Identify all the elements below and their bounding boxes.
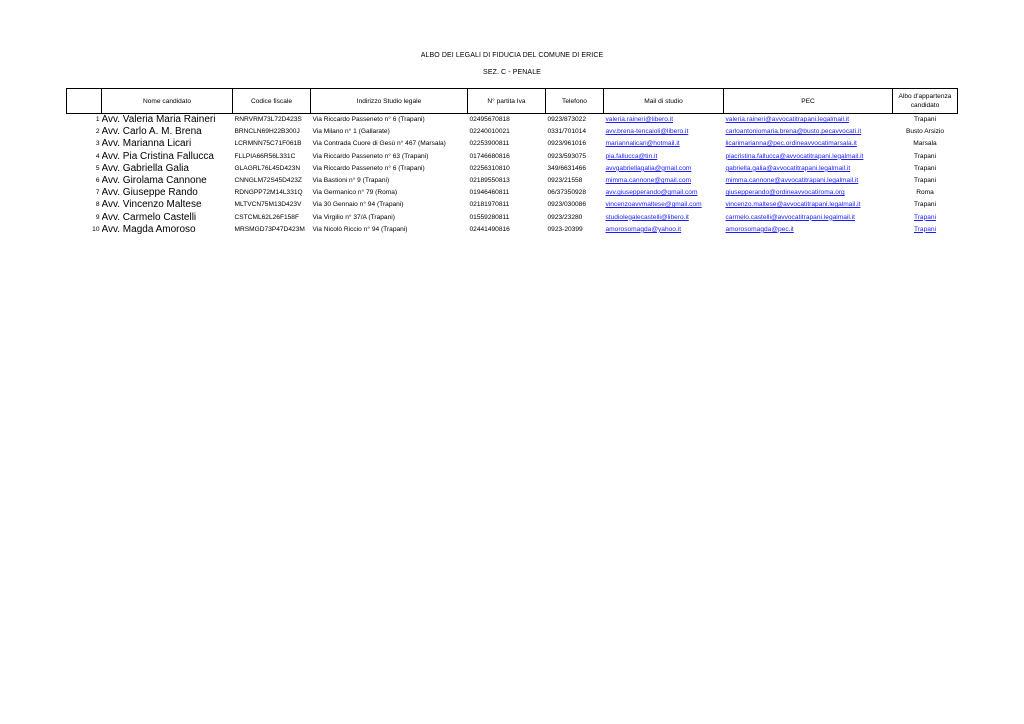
lawyers-table xyxy=(66,88,958,236)
pec-link[interactable]: carloantoniomaria.brena@busto.pecavvocati.it xyxy=(725,128,862,136)
table-row xyxy=(67,187,958,199)
albo-cell[interactable]: Trapani xyxy=(913,225,937,233)
table-row xyxy=(67,163,958,175)
row-number: 1 xyxy=(95,116,100,124)
albo-cell: Trapani xyxy=(913,177,937,185)
codice-fiscale-cell: CNNGLM72S45D423Z xyxy=(234,177,302,185)
candidate-name: Avv. Marianna Licari xyxy=(101,138,192,150)
row-number: 4 xyxy=(95,152,100,160)
partita-iva-cell: 02189550813 xyxy=(469,177,510,185)
row-number: 2 xyxy=(95,128,100,136)
mail-link[interactable]: valeria.raineri@libero.it xyxy=(605,116,674,124)
address-cell: Via Germanico n° 79 (Roma) xyxy=(312,189,398,197)
document-subtitle: SEZ. C - PENALE xyxy=(483,69,541,76)
codice-fiscale-cell: LCRMNN75C71F061B xyxy=(234,140,302,148)
mail-link[interactable]: studiolegalecastelli@libero.it xyxy=(605,213,689,221)
codice-fiscale-cell: FLLPIA66R56L331C xyxy=(234,152,296,160)
mail-link[interactable]: mimma.cannone@gmail.com xyxy=(605,177,691,185)
address-cell: Via Bastioni n° 9 (Trapani) xyxy=(312,177,390,185)
candidate-name: Avv. Pia Cristina Fallucca xyxy=(101,150,214,162)
header-partita-iva: N° partita Iva xyxy=(468,89,546,114)
partita-iva-cell: 01559280811 xyxy=(469,213,510,221)
codice-fiscale-cell: MLTVCN75M13D423V xyxy=(234,201,302,209)
candidate-name: Avv. Carmelo Castelli xyxy=(101,211,197,223)
mail-link[interactable]: mariannalicari@hotmail.it xyxy=(605,140,680,148)
candidate-name: Avv. Carlo A. M. Brena xyxy=(101,126,202,138)
mail-link[interactable]: avvgabriellagalia@gmail.com xyxy=(605,164,692,172)
address-cell: Via Riccardo Passeneto n° 63 (Trapani) xyxy=(312,152,429,160)
codice-fiscale-cell: RDNGPP72M14L331Q xyxy=(234,189,303,197)
table-row xyxy=(67,114,958,127)
albo-cell: Trapani xyxy=(913,116,937,124)
albo-cell: Trapani xyxy=(913,152,937,160)
phone-cell: 0923/030086 xyxy=(547,201,587,209)
albo-cell: Roma xyxy=(916,189,934,197)
row-number: 10 xyxy=(92,225,100,233)
header-indirizzo: Indirizzo Studio legale xyxy=(311,89,468,114)
address-cell: Via Nicolò Riccio n° 94 (Trapani) xyxy=(312,225,408,233)
partita-iva-cell: 02181970811 xyxy=(469,201,510,209)
pec-link[interactable]: giusepperando@ordineavvocatiroma.org xyxy=(725,189,845,197)
table-row xyxy=(67,126,958,138)
address-cell: Via Riccardo Passeneto n° 6 (Trapani) xyxy=(312,164,425,172)
pec-link[interactable]: vincenzo.maltese@avvocatitrapani.legalmail.it xyxy=(725,201,861,209)
candidate-name: Avv. Vincenzo Maltese xyxy=(101,199,202,211)
phone-cell: 0923-20399 xyxy=(547,225,583,233)
phone-cell: 0331/701014 xyxy=(547,128,587,136)
address-cell: Via Milano n° 1 (Gallarate) xyxy=(312,128,390,136)
phone-cell: 06/37350928 xyxy=(547,189,587,197)
pec-link[interactable]: valeria.raineri@avvocatitrapani.legalmail.it xyxy=(725,116,850,124)
albo-cell: Busto Arsizio xyxy=(905,128,945,136)
phone-cell: 0923/961016 xyxy=(547,140,587,148)
phone-cell: 349/6631466 xyxy=(547,164,587,172)
table-row xyxy=(67,151,958,163)
mail-link[interactable]: amorosomagda@yahoo.it xyxy=(605,225,682,233)
codice-fiscale-cell: CSTCML62L26F158F xyxy=(234,213,300,221)
phone-cell: 0923/23280 xyxy=(547,213,583,221)
pec-link[interactable]: piacristina.fallucca@avvocatitrapani.legalmail.it xyxy=(725,152,864,160)
document-title: ALBO DEI LEGALI DI FIDUCIA DEL COMUNE DI ERICE xyxy=(420,52,604,59)
row-number: 9 xyxy=(95,213,100,221)
codice-fiscale-cell: GLAGRL76L45D423N xyxy=(234,164,301,172)
partita-iva-cell: 02253900811 xyxy=(469,140,510,148)
table-row xyxy=(67,138,958,150)
candidate-name: Avv. Valeria Maria Raineri xyxy=(101,114,216,126)
header-codice-fiscale: Codice fiscale xyxy=(233,89,311,114)
header-albo: Albo d'appartenza candidato xyxy=(893,89,958,114)
header-index xyxy=(67,89,102,114)
mail-link[interactable]: pia.fallucca@tin.it xyxy=(605,152,658,160)
row-number: 3 xyxy=(95,140,100,148)
row-number: 7 xyxy=(95,189,100,197)
phone-cell: 0923/593075 xyxy=(547,152,587,160)
table-row xyxy=(67,212,958,224)
pec-link[interactable]: gabriella.galia@avvocatitrapani.legalmail.it xyxy=(725,164,851,172)
mail-link[interactable]: avv.brena-tencaioli@libero.it xyxy=(605,128,689,136)
codice-fiscale-cell: BRNCLN69H22B300J xyxy=(234,128,300,136)
albo-cell: Trapani xyxy=(913,201,937,209)
phone-cell: 0923/21558 xyxy=(547,177,583,185)
header-nome-candidato: Nome candidato xyxy=(102,89,233,114)
pec-link[interactable]: amorosomagda@pec.it xyxy=(725,225,794,233)
candidate-name: Avv. Giuseppe Rando xyxy=(101,187,198,199)
phone-cell: 0923/873022 xyxy=(547,116,587,124)
partita-iva-cell: 02495670818 xyxy=(469,116,510,124)
albo-cell: Marsala xyxy=(913,140,937,148)
address-cell: Via Virgilio n° 37/A (Trapani) xyxy=(312,213,395,221)
mail-link[interactable]: avv.giusepperando@gmail.com xyxy=(605,189,698,197)
table-row xyxy=(67,199,958,211)
candidate-name: Avv. Magda Amoroso xyxy=(101,223,196,235)
header-pec: PEC xyxy=(724,89,893,114)
mail-link[interactable]: vincenzoavvmaltese@gmail.com xyxy=(605,201,702,209)
albo-cell: Trapani xyxy=(913,164,937,172)
table-row xyxy=(67,224,958,236)
partita-iva-cell: 01946460811 xyxy=(469,189,510,197)
address-cell: Via Riccardo Passeneto n° 6 (Trapani) xyxy=(312,116,425,124)
table-row xyxy=(67,175,958,187)
partita-iva-cell: 02256310810 xyxy=(469,164,510,172)
partita-iva-cell: 02240010021 xyxy=(469,128,510,136)
candidate-name: Avv. Gabriella Galia xyxy=(101,162,189,174)
address-cell: Via 30 Gennaio n° 94 (Trapani) xyxy=(312,201,404,209)
partita-iva-cell: 01746680816 xyxy=(469,152,510,160)
table-header-row xyxy=(67,89,958,114)
header-telefono: Telefono xyxy=(546,89,604,114)
candidate-name: Avv. Girolama Cannone xyxy=(101,175,207,187)
codice-fiscale-cell: MRSMGD73P47D423M xyxy=(234,225,305,233)
header-mail: Mail di studio xyxy=(604,89,724,114)
address-cell: Via Contrada Cuore di Gesù n° 467 (Marsala) xyxy=(312,140,446,148)
partita-iva-cell: 02441490816 xyxy=(469,225,510,233)
row-number: 5 xyxy=(95,164,100,172)
row-number: 8 xyxy=(95,201,100,209)
pec-link[interactable]: mimma.cannone@avvocatitrapani.legalmail.it xyxy=(725,177,859,185)
codice-fiscale-cell: RNRVRM73L72D423S xyxy=(234,116,302,124)
albo-cell[interactable]: Trapani xyxy=(913,213,937,221)
pec-link[interactable]: licarimarianna@pec.ordineavvocatimarsala.it xyxy=(725,140,857,148)
pec-link[interactable]: carmelo.castelli@avvocatitrapani.legalmail.it xyxy=(725,213,855,221)
row-number: 6 xyxy=(95,177,100,185)
